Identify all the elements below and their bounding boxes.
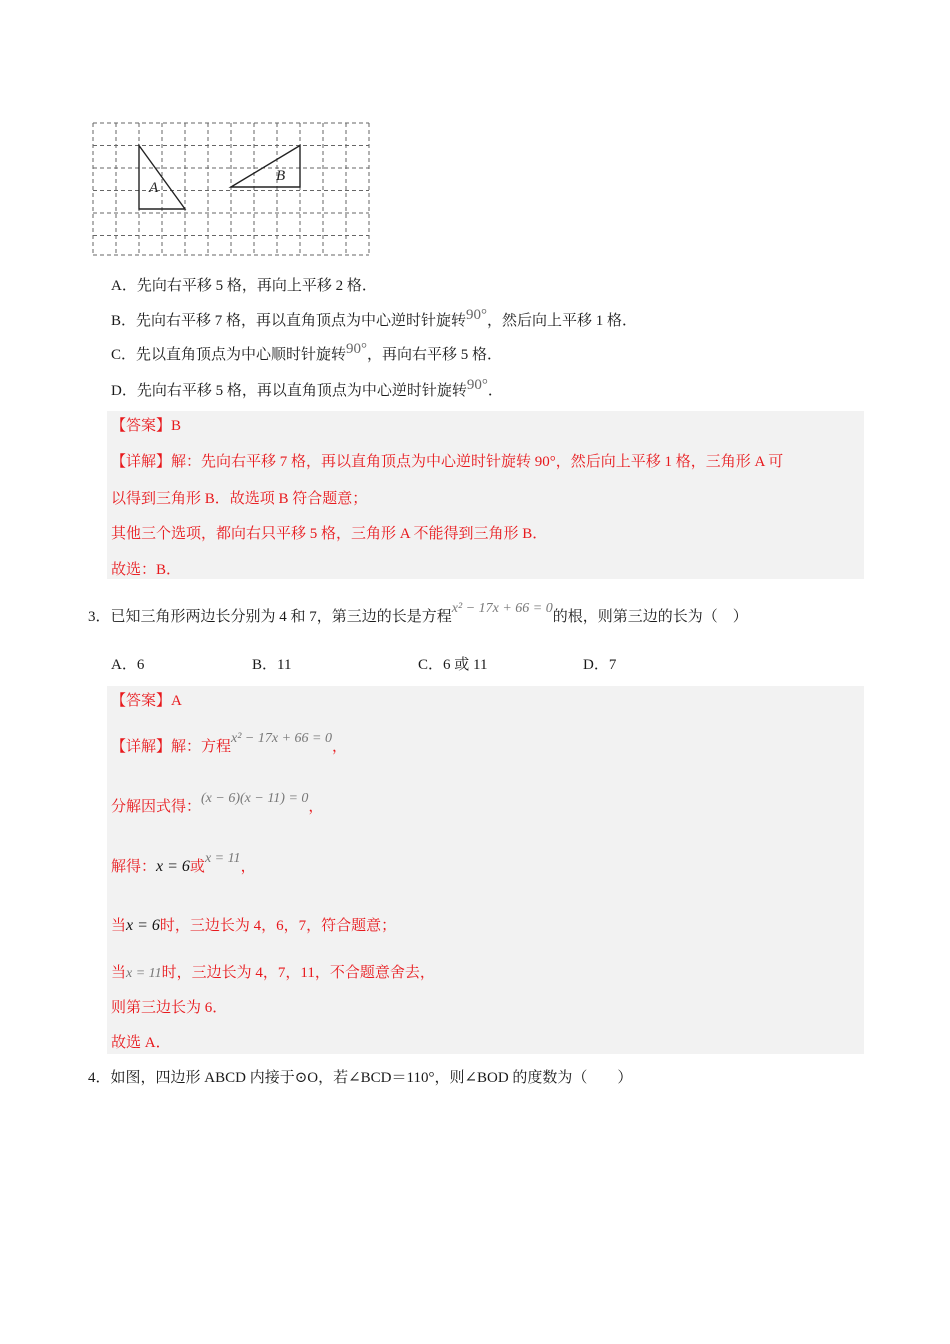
q3-case1-when: 当 — [111, 918, 127, 934]
q3-option-c — [418, 654, 487, 676]
q3-equation: x² − 17x + 66 = 0 — [451, 601, 553, 616]
q3-solve-label: 解得： — [111, 859, 157, 875]
q3-solve-line — [111, 851, 256, 879]
q2-option-a — [111, 275, 377, 297]
q2-option-a-text: 先向右平移 5 格，再向上平移 2 格． — [136, 278, 377, 294]
q3-option-a-text: 6 — [136, 657, 145, 673]
grid-lines — [93, 123, 369, 255]
q2-option-c-text-after: ，再向右平移 5 格． — [367, 347, 503, 363]
q2-option-b — [111, 307, 638, 332]
q3-option-d — [583, 654, 616, 676]
q3-case1-text: 时，三边长为 4，6，7，符合题意； — [159, 918, 397, 934]
q3-detail-comma: ， — [331, 739, 347, 755]
q3-option-b — [252, 654, 291, 676]
q3-option-b-text: 11 — [277, 657, 292, 673]
q2-detail-line-4: 故选：B． — [111, 562, 182, 578]
q3-factor-label: 分解因式得： — [111, 799, 202, 815]
q3-case1-line — [111, 915, 396, 937]
q4-stem-text: 如图，四边形 ABCD 内接于⊙O，若∠BCD＝110°，则∠BOD 的度数为（ ） — [110, 1070, 633, 1086]
q3-case1-x: x = 6 — [126, 917, 160, 934]
q3-solve-x11: x = 11 — [204, 851, 241, 866]
triangle-a — [139, 146, 185, 210]
q3-choose: 故选 A． — [111, 1035, 171, 1051]
q2-option-d-letter: D． — [111, 383, 137, 399]
q3-case2-line — [111, 962, 435, 985]
q2-answer-label: 【答案】B — [111, 418, 182, 434]
q3-stem-before: 已知三角形两边长分别为 4 和 7，第三边的长是方程 — [110, 609, 452, 625]
q3-option-d-letter: D． — [583, 657, 609, 673]
q2-option-b-text-after: ，然后向上平移 1 格． — [487, 313, 638, 329]
q3-option-a-letter: A． — [111, 657, 137, 673]
q3-factor-equation: (x − 6)(x − 11) = 0 — [201, 791, 309, 806]
q3-option-c-text: 6 或 11 — [443, 657, 488, 673]
q3-option-a — [111, 654, 144, 676]
q2-option-b-letter: B． — [111, 313, 137, 329]
q2-option-d-degree: 90° — [466, 377, 488, 393]
q3-detail-intro — [111, 731, 347, 759]
q2-option-b-degree: 90° — [466, 307, 488, 323]
q2-option-d — [111, 377, 503, 402]
q4-number: 4． — [88, 1070, 111, 1086]
q2-option-b-text-before: 先向右平移 7 格，再以直角顶点为中心逆时针旋转 — [136, 313, 467, 329]
q2-detail-line-2: 以得到三角形 B．故选项 B 符合题意； — [111, 491, 368, 507]
q3-detail-intro-text: 【详解】解：方程 — [111, 739, 232, 755]
q2-option-c-degree: 90° — [346, 341, 368, 357]
q3-solve-comma: ， — [240, 859, 256, 875]
q3-detail-equation: x² − 17x + 66 = 0 — [231, 731, 332, 746]
triangle-b-label: B — [276, 168, 286, 184]
q2-option-a-letter: A． — [111, 278, 137, 294]
q2-option-d-text-after: ． — [487, 383, 503, 399]
q3-option-d-text: 7 — [608, 657, 617, 673]
q3-stem-after: 的根，则第三边的长为（ ） — [552, 609, 748, 625]
q3-factor-comma: ， — [308, 799, 324, 815]
q3-case2-text: 时，三边长为 4，7，11，不合题意舍去， — [161, 965, 435, 981]
q3-factor-line — [111, 791, 324, 819]
q3-answer-label: 【答案】A — [111, 693, 182, 709]
q2-option-c-letter: C． — [111, 347, 137, 363]
q2-option-d-text-before: 先向右平移 5 格，再以直角顶点为中心逆时针旋转 — [136, 383, 467, 399]
q3-solve-or: 或 — [189, 859, 205, 875]
q2-detail-line-3: 其他三个选项，都向右只平移 5 格，三角形 A 不能得到三角形 B． — [111, 526, 548, 542]
q3-case2-x: x = 11 — [126, 966, 162, 981]
q2-option-c — [111, 341, 503, 366]
q3-number: 3． — [88, 609, 111, 625]
q3-stem — [88, 601, 748, 629]
q3-solve-x6: x = 6 — [156, 858, 190, 875]
q3-option-b-letter: B． — [252, 657, 278, 673]
q3-case2-when: 当 — [111, 965, 127, 981]
q2-option-c-text-before: 先以直角顶点为中心顺时针旋转 — [136, 347, 347, 363]
q4-stem — [88, 1067, 632, 1089]
q3-option-c-letter: C． — [418, 657, 444, 673]
q3-conclusion: 则第三边长为 6． — [111, 1000, 228, 1016]
grid-figure — [92, 122, 372, 258]
triangle-b — [231, 146, 300, 188]
triangle-a-label: A — [149, 180, 159, 196]
q2-detail-line-1: 【详解】解：先向右平移 7 格，再以直角顶点为中心逆时针旋转 90°，然后向上平移 1 格，三角形 A 可 — [111, 454, 784, 470]
